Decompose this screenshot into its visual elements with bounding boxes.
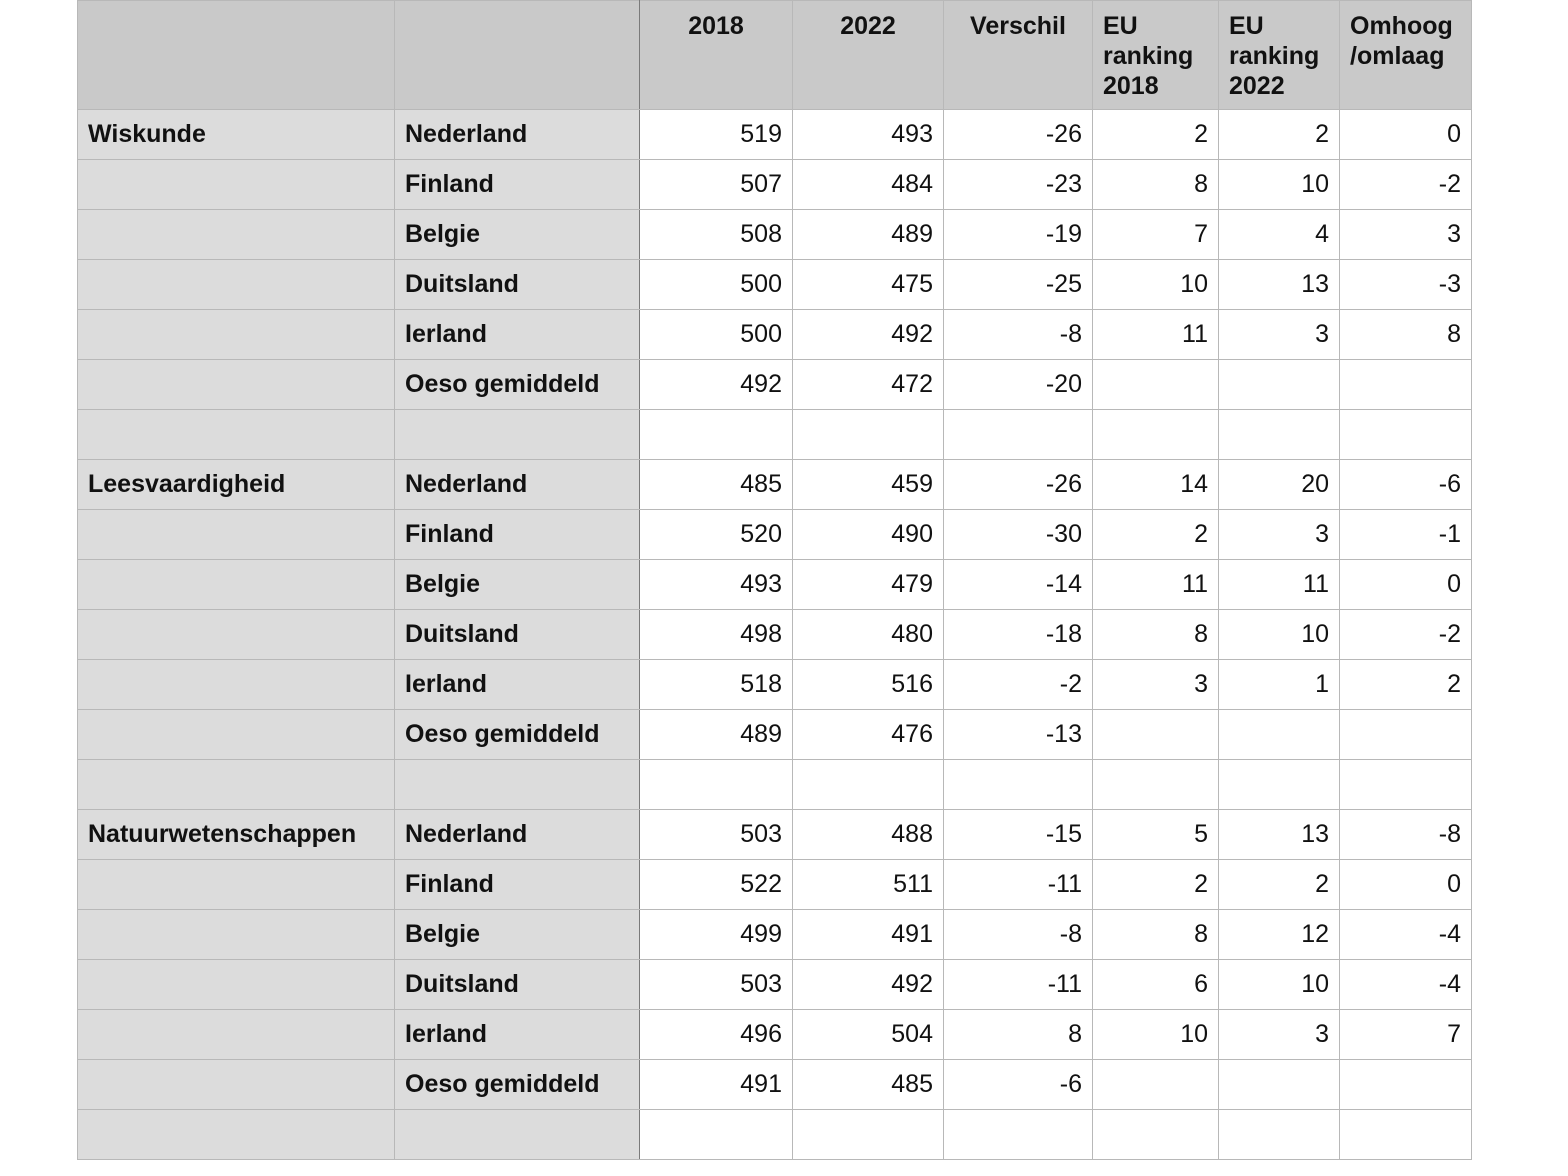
score-2022-cell[interactable]: 488 (793, 810, 944, 860)
verschil-cell[interactable] (944, 760, 1093, 810)
country-cell[interactable]: Finland (395, 510, 640, 560)
verschil-cell[interactable]: -8 (944, 910, 1093, 960)
omhoog-omlaag-cell[interactable]: 0 (1340, 860, 1472, 910)
header-subject[interactable] (78, 1, 395, 110)
subject-cell[interactable] (78, 410, 395, 460)
subject-cell[interactable] (78, 1060, 395, 1110)
omhoog-omlaag-cell[interactable]: 7 (1340, 1010, 1472, 1060)
eu-ranking-2022-cell[interactable]: 10 (1219, 960, 1340, 1010)
header-2022[interactable]: 2022 (793, 1, 944, 110)
table-body (78, 110, 1472, 1160)
verschil-cell[interactable]: -30 (944, 510, 1093, 560)
eu-ranking-2022-cell[interactable]: 3 (1219, 1010, 1340, 1060)
score-2018-cell[interactable]: 485 (640, 460, 793, 510)
score-2022-cell[interactable]: 484 (793, 160, 944, 210)
country-cell[interactable]: Ierland (395, 1010, 640, 1060)
verschil-cell[interactable]: -18 (944, 610, 1093, 660)
score-2022-cell[interactable]: 504 (793, 1010, 944, 1060)
eu-ranking-2018-cell[interactable]: 2 (1093, 510, 1219, 560)
score-2018-cell[interactable]: 500 (640, 310, 793, 360)
pisa-results-table (77, 0, 1472, 1160)
eu-ranking-2022-cell[interactable]: 12 (1219, 910, 1340, 960)
eu-ranking-2022-cell[interactable]: 10 (1219, 610, 1340, 660)
score-2018-cell[interactable]: 508 (640, 210, 793, 260)
eu-ranking-2018-cell[interactable] (1093, 760, 1219, 810)
verschil-cell[interactable]: -14 (944, 560, 1093, 610)
country-cell[interactable]: Duitsland (395, 260, 640, 310)
subject-cell[interactable] (78, 160, 395, 210)
score-2022-cell[interactable]: 493 (793, 110, 944, 160)
score-2018-cell[interactable]: 498 (640, 610, 793, 660)
table-row (78, 560, 1472, 610)
eu-ranking-2018-cell[interactable]: 2 (1093, 860, 1219, 910)
omhoog-omlaag-cell[interactable]: 2 (1340, 660, 1472, 710)
header-country[interactable] (395, 1, 640, 110)
score-2022-cell[interactable]: 492 (793, 310, 944, 360)
score-2022-cell[interactable]: 492 (793, 960, 944, 1010)
table-row (78, 910, 1472, 960)
country-cell[interactable]: Oeso gemiddeld (395, 360, 640, 410)
table-row (78, 360, 1472, 410)
table-row (78, 510, 1472, 560)
omhoog-omlaag-cell[interactable]: -6 (1340, 460, 1472, 510)
subject-cell[interactable]: Leesvaardigheid (78, 460, 395, 510)
score-2018-cell[interactable] (640, 1110, 793, 1160)
score-2022-cell[interactable]: 479 (793, 560, 944, 610)
score-2022-cell[interactable]: 485 (793, 1060, 944, 1110)
omhoog-omlaag-cell[interactable]: -2 (1340, 610, 1472, 660)
country-cell[interactable]: Oeso gemiddeld (395, 1060, 640, 1110)
score-2018-cell[interactable]: 520 (640, 510, 793, 560)
score-2022-cell[interactable]: 516 (793, 660, 944, 710)
verschil-cell[interactable]: -20 (944, 360, 1093, 410)
eu-ranking-2018-cell[interactable] (1093, 360, 1219, 410)
score-2018-cell[interactable]: 503 (640, 960, 793, 1010)
verschil-cell[interactable]: -15 (944, 810, 1093, 860)
country-cell[interactable] (395, 410, 640, 460)
table-row (78, 960, 1472, 1010)
omhoog-omlaag-cell[interactable]: -2 (1340, 160, 1472, 210)
score-2022-cell[interactable]: 491 (793, 910, 944, 960)
score-2018-cell[interactable]: 503 (640, 810, 793, 860)
omhoog-omlaag-cell[interactable]: 3 (1340, 210, 1472, 260)
eu-ranking-2018-cell[interactable]: 8 (1093, 610, 1219, 660)
score-2018-cell[interactable] (640, 760, 793, 810)
table-row (78, 660, 1472, 710)
subject-cell[interactable] (78, 610, 395, 660)
omhoog-omlaag-cell[interactable]: -4 (1340, 960, 1472, 1010)
header-verschil[interactable]: Verschil (944, 1, 1093, 110)
eu-ranking-2022-cell[interactable] (1219, 410, 1340, 460)
score-2022-cell[interactable] (793, 410, 944, 460)
score-2018-cell[interactable]: 489 (640, 710, 793, 760)
table-row (78, 460, 1472, 510)
eu-ranking-2022-cell[interactable] (1219, 710, 1340, 760)
omhoog-omlaag-cell[interactable]: 8 (1340, 310, 1472, 360)
subject-cell[interactable] (78, 360, 395, 410)
subject-cell[interactable] (78, 1110, 395, 1160)
score-2022-cell[interactable]: 472 (793, 360, 944, 410)
eu-ranking-2018-cell[interactable] (1093, 410, 1219, 460)
subject-cell[interactable] (78, 960, 395, 1010)
score-2018-cell[interactable]: 492 (640, 360, 793, 410)
verschil-cell[interactable] (944, 410, 1093, 460)
country-cell[interactable]: Belgie (395, 560, 640, 610)
verschil-cell[interactable]: -26 (944, 110, 1093, 160)
omhoog-omlaag-cell[interactable] (1340, 360, 1472, 410)
omhoog-omlaag-cell[interactable] (1340, 1110, 1472, 1160)
score-2022-cell[interactable] (793, 760, 944, 810)
subject-cell[interactable]: Wiskunde (78, 110, 395, 160)
eu-ranking-2022-cell[interactable] (1219, 1060, 1340, 1110)
eu-ranking-2018-cell[interactable]: 10 (1093, 260, 1219, 310)
omhoog-omlaag-cell[interactable] (1340, 1060, 1472, 1110)
eu-ranking-2022-cell[interactable]: 1 (1219, 660, 1340, 710)
table-row (78, 760, 1472, 810)
eu-ranking-2018-cell[interactable]: 2 (1093, 110, 1219, 160)
country-cell[interactable]: Ierland (395, 660, 640, 710)
table-row (78, 1010, 1472, 1060)
country-cell[interactable]: Ierland (395, 310, 640, 360)
table-row (78, 810, 1472, 860)
score-2022-cell[interactable]: 480 (793, 610, 944, 660)
omhoog-omlaag-cell[interactable] (1340, 410, 1472, 460)
country-cell[interactable]: Oeso gemiddeld (395, 710, 640, 760)
score-2018-cell[interactable]: 522 (640, 860, 793, 910)
score-2022-cell[interactable]: 476 (793, 710, 944, 760)
score-2018-cell[interactable]: 491 (640, 1060, 793, 1110)
country-cell[interactable]: Nederland (395, 810, 640, 860)
omhoog-omlaag-cell[interactable]: -4 (1340, 910, 1472, 960)
header-eu-ranking-2018[interactable]: EU ranking 2018 (1093, 1, 1219, 110)
eu-ranking-2018-cell[interactable]: 5 (1093, 810, 1219, 860)
country-cell[interactable]: Nederland (395, 460, 640, 510)
eu-ranking-2022-cell[interactable]: 2 (1219, 110, 1340, 160)
subject-cell[interactable] (78, 260, 395, 310)
verschil-cell[interactable]: -2 (944, 660, 1093, 710)
eu-ranking-2022-cell[interactable]: 11 (1219, 560, 1340, 610)
eu-ranking-2022-cell[interactable]: 4 (1219, 210, 1340, 260)
score-2018-cell[interactable]: 500 (640, 260, 793, 310)
country-cell[interactable]: Duitsland (395, 610, 640, 660)
table-row (78, 610, 1472, 660)
verschil-cell[interactable]: -11 (944, 860, 1093, 910)
table-row (78, 860, 1472, 910)
table-row (78, 310, 1472, 360)
eu-ranking-2018-cell[interactable] (1093, 1060, 1219, 1110)
table-row (78, 210, 1472, 260)
score-2018-cell[interactable] (640, 410, 793, 460)
country-cell[interactable] (395, 1110, 640, 1160)
eu-ranking-2018-cell[interactable]: 11 (1093, 560, 1219, 610)
score-2022-cell[interactable] (793, 1110, 944, 1160)
score-2022-cell[interactable]: 511 (793, 860, 944, 910)
eu-ranking-2022-cell[interactable]: 20 (1219, 460, 1340, 510)
eu-ranking-2022-cell[interactable] (1219, 360, 1340, 410)
subject-cell[interactable] (78, 910, 395, 960)
subject-cell[interactable]: Natuurwetenschappen (78, 810, 395, 860)
eu-ranking-2018-cell[interactable] (1093, 710, 1219, 760)
verschil-cell[interactable]: -11 (944, 960, 1093, 1010)
country-cell[interactable] (395, 760, 640, 810)
verschil-cell[interactable]: 8 (944, 1010, 1093, 1060)
verschil-cell[interactable]: -19 (944, 210, 1093, 260)
eu-ranking-2022-cell[interactable]: 13 (1219, 810, 1340, 860)
table-row (78, 110, 1472, 160)
verschil-cell[interactable]: -25 (944, 260, 1093, 310)
table-row (78, 410, 1472, 460)
score-2018-cell[interactable]: 507 (640, 160, 793, 210)
score-2022-cell[interactable]: 459 (793, 460, 944, 510)
eu-ranking-2018-cell[interactable]: 7 (1093, 210, 1219, 260)
omhoog-omlaag-cell[interactable] (1340, 760, 1472, 810)
subject-cell[interactable] (78, 210, 395, 260)
header-eu-ranking-2022[interactable]: EU ranking 2022 (1219, 1, 1340, 110)
subject-cell[interactable] (78, 510, 395, 560)
eu-ranking-2018-cell[interactable]: 11 (1093, 310, 1219, 360)
score-2018-cell[interactable]: 499 (640, 910, 793, 960)
verschil-cell[interactable]: -26 (944, 460, 1093, 510)
omhoog-omlaag-cell[interactable]: 0 (1340, 560, 1472, 610)
eu-ranking-2022-cell[interactable]: 13 (1219, 260, 1340, 310)
country-cell[interactable]: Duitsland (395, 960, 640, 1010)
country-cell[interactable]: Belgie (395, 910, 640, 960)
score-2018-cell[interactable]: 518 (640, 660, 793, 710)
verschil-cell[interactable]: -6 (944, 1060, 1093, 1110)
header-row (78, 1, 1472, 110)
verschil-cell[interactable]: -23 (944, 160, 1093, 210)
table-row (78, 1060, 1472, 1110)
eu-ranking-2022-cell[interactable]: 10 (1219, 160, 1340, 210)
omhoog-omlaag-cell[interactable]: -8 (1340, 810, 1472, 860)
score-2018-cell[interactable]: 519 (640, 110, 793, 160)
subject-cell[interactable] (78, 560, 395, 610)
table-row (78, 710, 1472, 760)
eu-ranking-2018-cell[interactable]: 3 (1093, 660, 1219, 710)
header-omhoog-omlaag[interactable]: Omhoog /omlaag (1340, 1, 1472, 110)
eu-ranking-2018-cell[interactable]: 6 (1093, 960, 1219, 1010)
subject-cell[interactable] (78, 710, 395, 760)
score-2018-cell[interactable]: 493 (640, 560, 793, 610)
country-cell[interactable]: Finland (395, 860, 640, 910)
verschil-cell[interactable]: -13 (944, 710, 1093, 760)
eu-ranking-2018-cell[interactable] (1093, 1110, 1219, 1160)
header-2018[interactable]: 2018 (640, 1, 793, 110)
country-cell[interactable]: Finland (395, 160, 640, 210)
omhoog-omlaag-cell[interactable]: 0 (1340, 110, 1472, 160)
table-header (78, 1, 1472, 110)
score-2022-cell[interactable]: 475 (793, 260, 944, 310)
eu-ranking-2022-cell[interactable]: 3 (1219, 510, 1340, 560)
omhoog-omlaag-cell[interactable]: -1 (1340, 510, 1472, 560)
eu-ranking-2022-cell[interactable] (1219, 1110, 1340, 1160)
subject-cell[interactable] (78, 1010, 395, 1060)
score-2022-cell[interactable]: 490 (793, 510, 944, 560)
table-row (78, 160, 1472, 210)
table-row (78, 260, 1472, 310)
eu-ranking-2018-cell[interactable]: 14 (1093, 460, 1219, 510)
subject-cell[interactable] (78, 310, 395, 360)
eu-ranking-2018-cell[interactable]: 10 (1093, 1010, 1219, 1060)
eu-ranking-2018-cell[interactable]: 8 (1093, 160, 1219, 210)
subject-cell[interactable] (78, 860, 395, 910)
subject-cell[interactable] (78, 760, 395, 810)
verschil-cell[interactable] (944, 1110, 1093, 1160)
score-2022-cell[interactable]: 489 (793, 210, 944, 260)
verschil-cell[interactable]: -8 (944, 310, 1093, 360)
omhoog-omlaag-cell[interactable]: -3 (1340, 260, 1472, 310)
table-row (78, 1110, 1472, 1160)
country-cell[interactable]: Nederland (395, 110, 640, 160)
omhoog-omlaag-cell[interactable] (1340, 710, 1472, 760)
eu-ranking-2018-cell[interactable]: 8 (1093, 910, 1219, 960)
eu-ranking-2022-cell[interactable]: 3 (1219, 310, 1340, 360)
country-cell[interactable]: Belgie (395, 210, 640, 260)
score-2018-cell[interactable]: 496 (640, 1010, 793, 1060)
eu-ranking-2022-cell[interactable]: 2 (1219, 860, 1340, 910)
eu-ranking-2022-cell[interactable] (1219, 760, 1340, 810)
subject-cell[interactable] (78, 660, 395, 710)
